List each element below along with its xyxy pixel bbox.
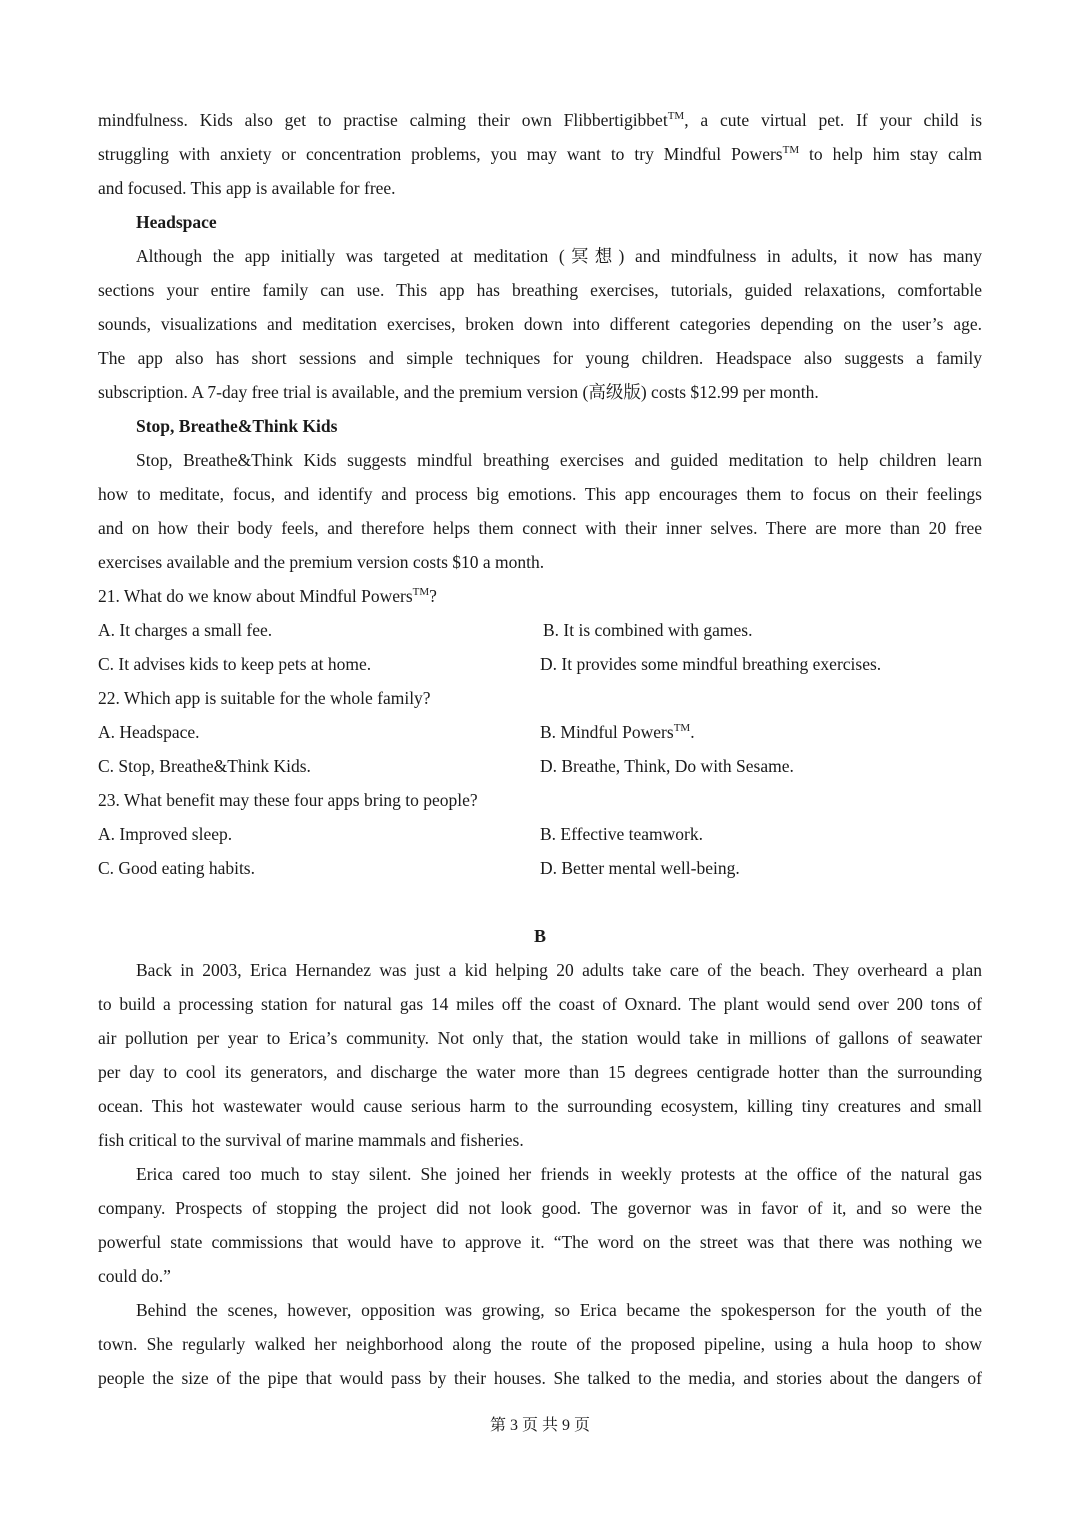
- text-line: could do.”: [98, 1266, 171, 1286]
- option-a[interactable]: A. Improved sleep.: [98, 824, 233, 844]
- question-22: [98, 681, 982, 783]
- paragraph-mindful-powers: [98, 103, 982, 205]
- text-line: sections your entire family can use. This app has breathing exercises, tutorials, guided relaxations, comfortable: [98, 280, 982, 300]
- text-line: Erica cared too much to stay silent. She joined her friends in weekly protests at the office of the natural gas: [136, 1164, 982, 1184]
- text-line: people the size of the pipe that would pass by their houses. She talked to the media, and stories about the dangers of: [98, 1368, 982, 1388]
- paragraph-b1: [98, 953, 982, 1157]
- text-line: exercises available and the premium version costs $10 a month.: [98, 552, 545, 572]
- option-d[interactable]: D. Breathe, Think, Do with Sesame.: [540, 756, 794, 776]
- question-stem: 23. What benefit may these four apps bring to people?: [98, 790, 478, 810]
- question-stem: 21. What do we know about Mindful Powers™?: [98, 586, 437, 606]
- option-b[interactable]: B. Mindful Powers™.: [540, 722, 695, 742]
- text-line: company. Prospects of stopping the project did not look good. The governor was in favor of it, and so were the: [98, 1198, 982, 1218]
- option-b[interactable]: B. Effective teamwork.: [540, 824, 703, 844]
- section-b-title: B: [533, 926, 546, 946]
- document-page: [98, 103, 982, 1395]
- text-line: The app also has short sessions and simple techniques for young children. Headspace also suggests a family: [98, 348, 982, 368]
- question-stem: 22. Which app is suitable for the whole family?: [98, 688, 431, 708]
- page-footer: 第 3 页 共 9 页: [489, 1417, 590, 1434]
- paragraph-sbt: [98, 443, 982, 579]
- paragraph-headspace: [98, 239, 982, 409]
- text-line: air pollution per year to Erica’s community. Not only that, the station would take in millions of gallons of seawater: [98, 1028, 982, 1048]
- text-line: how to meditate, focus, and identify and process big emotions. This app encourages them to focus on their feelings: [98, 484, 982, 504]
- text-line: town. She regularly walked her neighborhood along the route of the proposed pipeline, using a hula hoop to show: [98, 1334, 982, 1354]
- options-row: [98, 749, 982, 783]
- text-line: and focused. This app is available for free.: [98, 178, 396, 198]
- text-line: Behind the scenes, however, opposition was growing, so Erica became the spokesperson for the youth of the: [136, 1300, 982, 1320]
- text-line: mindfulness. Kids also get to practise calming their own Flibbertigibbet™, a cute virtual pet. If your child is: [98, 110, 982, 130]
- options-row: [98, 613, 982, 647]
- option-a[interactable]: A. Headspace.: [98, 722, 200, 742]
- options-row: [98, 715, 982, 749]
- text-line: to build a processing station for natural gas 14 miles off the coast of Oxnard. The plant would send over 200 tons of: [98, 994, 982, 1014]
- text-line: fish critical to the survival of marine mammals and fisheries.: [98, 1130, 524, 1150]
- section-gap: [98, 885, 982, 919]
- question-21: [98, 579, 982, 681]
- text-line: ocean. This hot wastewater would cause serious harm to the surrounding ecosystem, killing tiny creatures and small: [98, 1096, 982, 1116]
- sbt-heading: Stop, Breathe&Think Kids: [136, 416, 338, 436]
- text-line: Back in 2003, Erica Hernandez was just a kid helping 20 adults take care of the beach. They overheard a plan: [136, 960, 982, 980]
- paragraph-b3: [98, 1293, 982, 1395]
- option-c[interactable]: C. Stop, Breathe&Think Kids.: [98, 756, 311, 776]
- paragraph-b2: [98, 1157, 982, 1293]
- text-line: struggling with anxiety or concentration problems, you may want to try Mindful Powers™ to help him stay calm: [98, 144, 982, 164]
- option-d[interactable]: D. Better mental well-being.: [540, 858, 740, 878]
- option-a[interactable]: A. It charges a small fee.: [98, 620, 273, 640]
- text-line: Stop, Breathe&Think Kids suggests mindful breathing exercises and guided meditation to help children learn: [136, 450, 982, 470]
- headspace-heading: Headspace: [136, 212, 217, 232]
- options-row: [98, 851, 982, 885]
- text-line: powerful state commissions that would have to approve it. “The word on the street was that there was nothing we: [98, 1232, 982, 1252]
- option-c[interactable]: C. It advises kids to keep pets at home.: [98, 654, 372, 674]
- option-d[interactable]: D. It provides some mindful breathing exercises.: [540, 654, 882, 674]
- option-b[interactable]: B. It is combined with games.: [543, 620, 753, 640]
- text-line: subscription. A 7-day free trial is available, and the premium version (高级版) costs $12.99 per month.: [98, 382, 819, 402]
- options-row: [98, 647, 982, 681]
- text-line: per day to cool its generators, and discharge the water more than 15 degrees centigrade hotter than the surrounding: [98, 1062, 982, 1082]
- text-line: Although the app initially was targeted at meditation (冥想) and mindfulness in adults, it now has many: [136, 246, 982, 266]
- text-line: and on how their body feels, and therefore helps them connect with their inner selves. There are more than 20 free: [98, 518, 982, 538]
- question-23: [98, 783, 982, 885]
- text-line: sounds, visualizations and meditation exercises, broken down into different categories depending on the user’s age.: [98, 314, 982, 334]
- options-row: [98, 817, 982, 851]
- option-c[interactable]: C. Good eating habits.: [98, 858, 255, 878]
